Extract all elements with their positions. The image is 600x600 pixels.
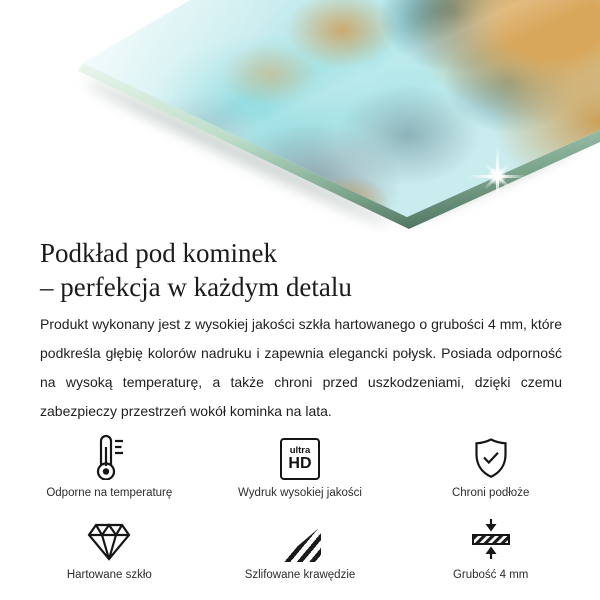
feature-thickness-4mm [395, 516, 586, 582]
diamond-icon [86, 516, 132, 562]
thickness-4mm-icon [468, 516, 514, 562]
feature-label: Hartowane szkło [66, 569, 152, 581]
page-title-line1: Podkład pod kominek [40, 238, 277, 268]
feature-label: Chroni podłoże [451, 487, 530, 499]
ultra-hd-badge-text: ultra [289, 445, 311, 456]
feature-label: Grubość 4 mm [452, 569, 529, 581]
feature-label: Szlifowane krawędzie [244, 569, 356, 581]
feature-protects-floor [395, 434, 586, 500]
shield-check-icon [471, 434, 511, 480]
product-description: Produkt wykonany jest z wysokiej jakości szkła hartowanego o grubości 4 mm, które podkreśla głębię kolorów nadruku i zapewnia elegancki połysk. Posiada odporność na wysoką temperaturę, a także chroni przed uszkodzeniami, dzięki czemu zabezpieczy przestrzeń wokół kominka na lata. [40, 316, 562, 419]
glass-artwork [0, 0, 600, 232]
product-photo [0, 0, 600, 232]
thermometer-heat-icon [91, 434, 127, 480]
polished-edges-icon [279, 516, 321, 562]
page-title [40, 236, 560, 304]
feature-label: Odporne na temperaturę [46, 487, 173, 499]
feature-label: Wydruk wysokiej jakości [238, 487, 362, 499]
page-title-line2: – perfekcja w każdym detalu [40, 272, 352, 302]
feature-high-quality-print [205, 434, 396, 500]
feature-polished-edges [205, 516, 396, 582]
features-grid [14, 434, 586, 582]
ultra-hd-badge-icon [280, 434, 320, 480]
ultra-hd-badge-text: HD [288, 455, 312, 472]
feature-temperature-resistant [14, 434, 205, 500]
feature-tempered-glass [14, 516, 205, 582]
